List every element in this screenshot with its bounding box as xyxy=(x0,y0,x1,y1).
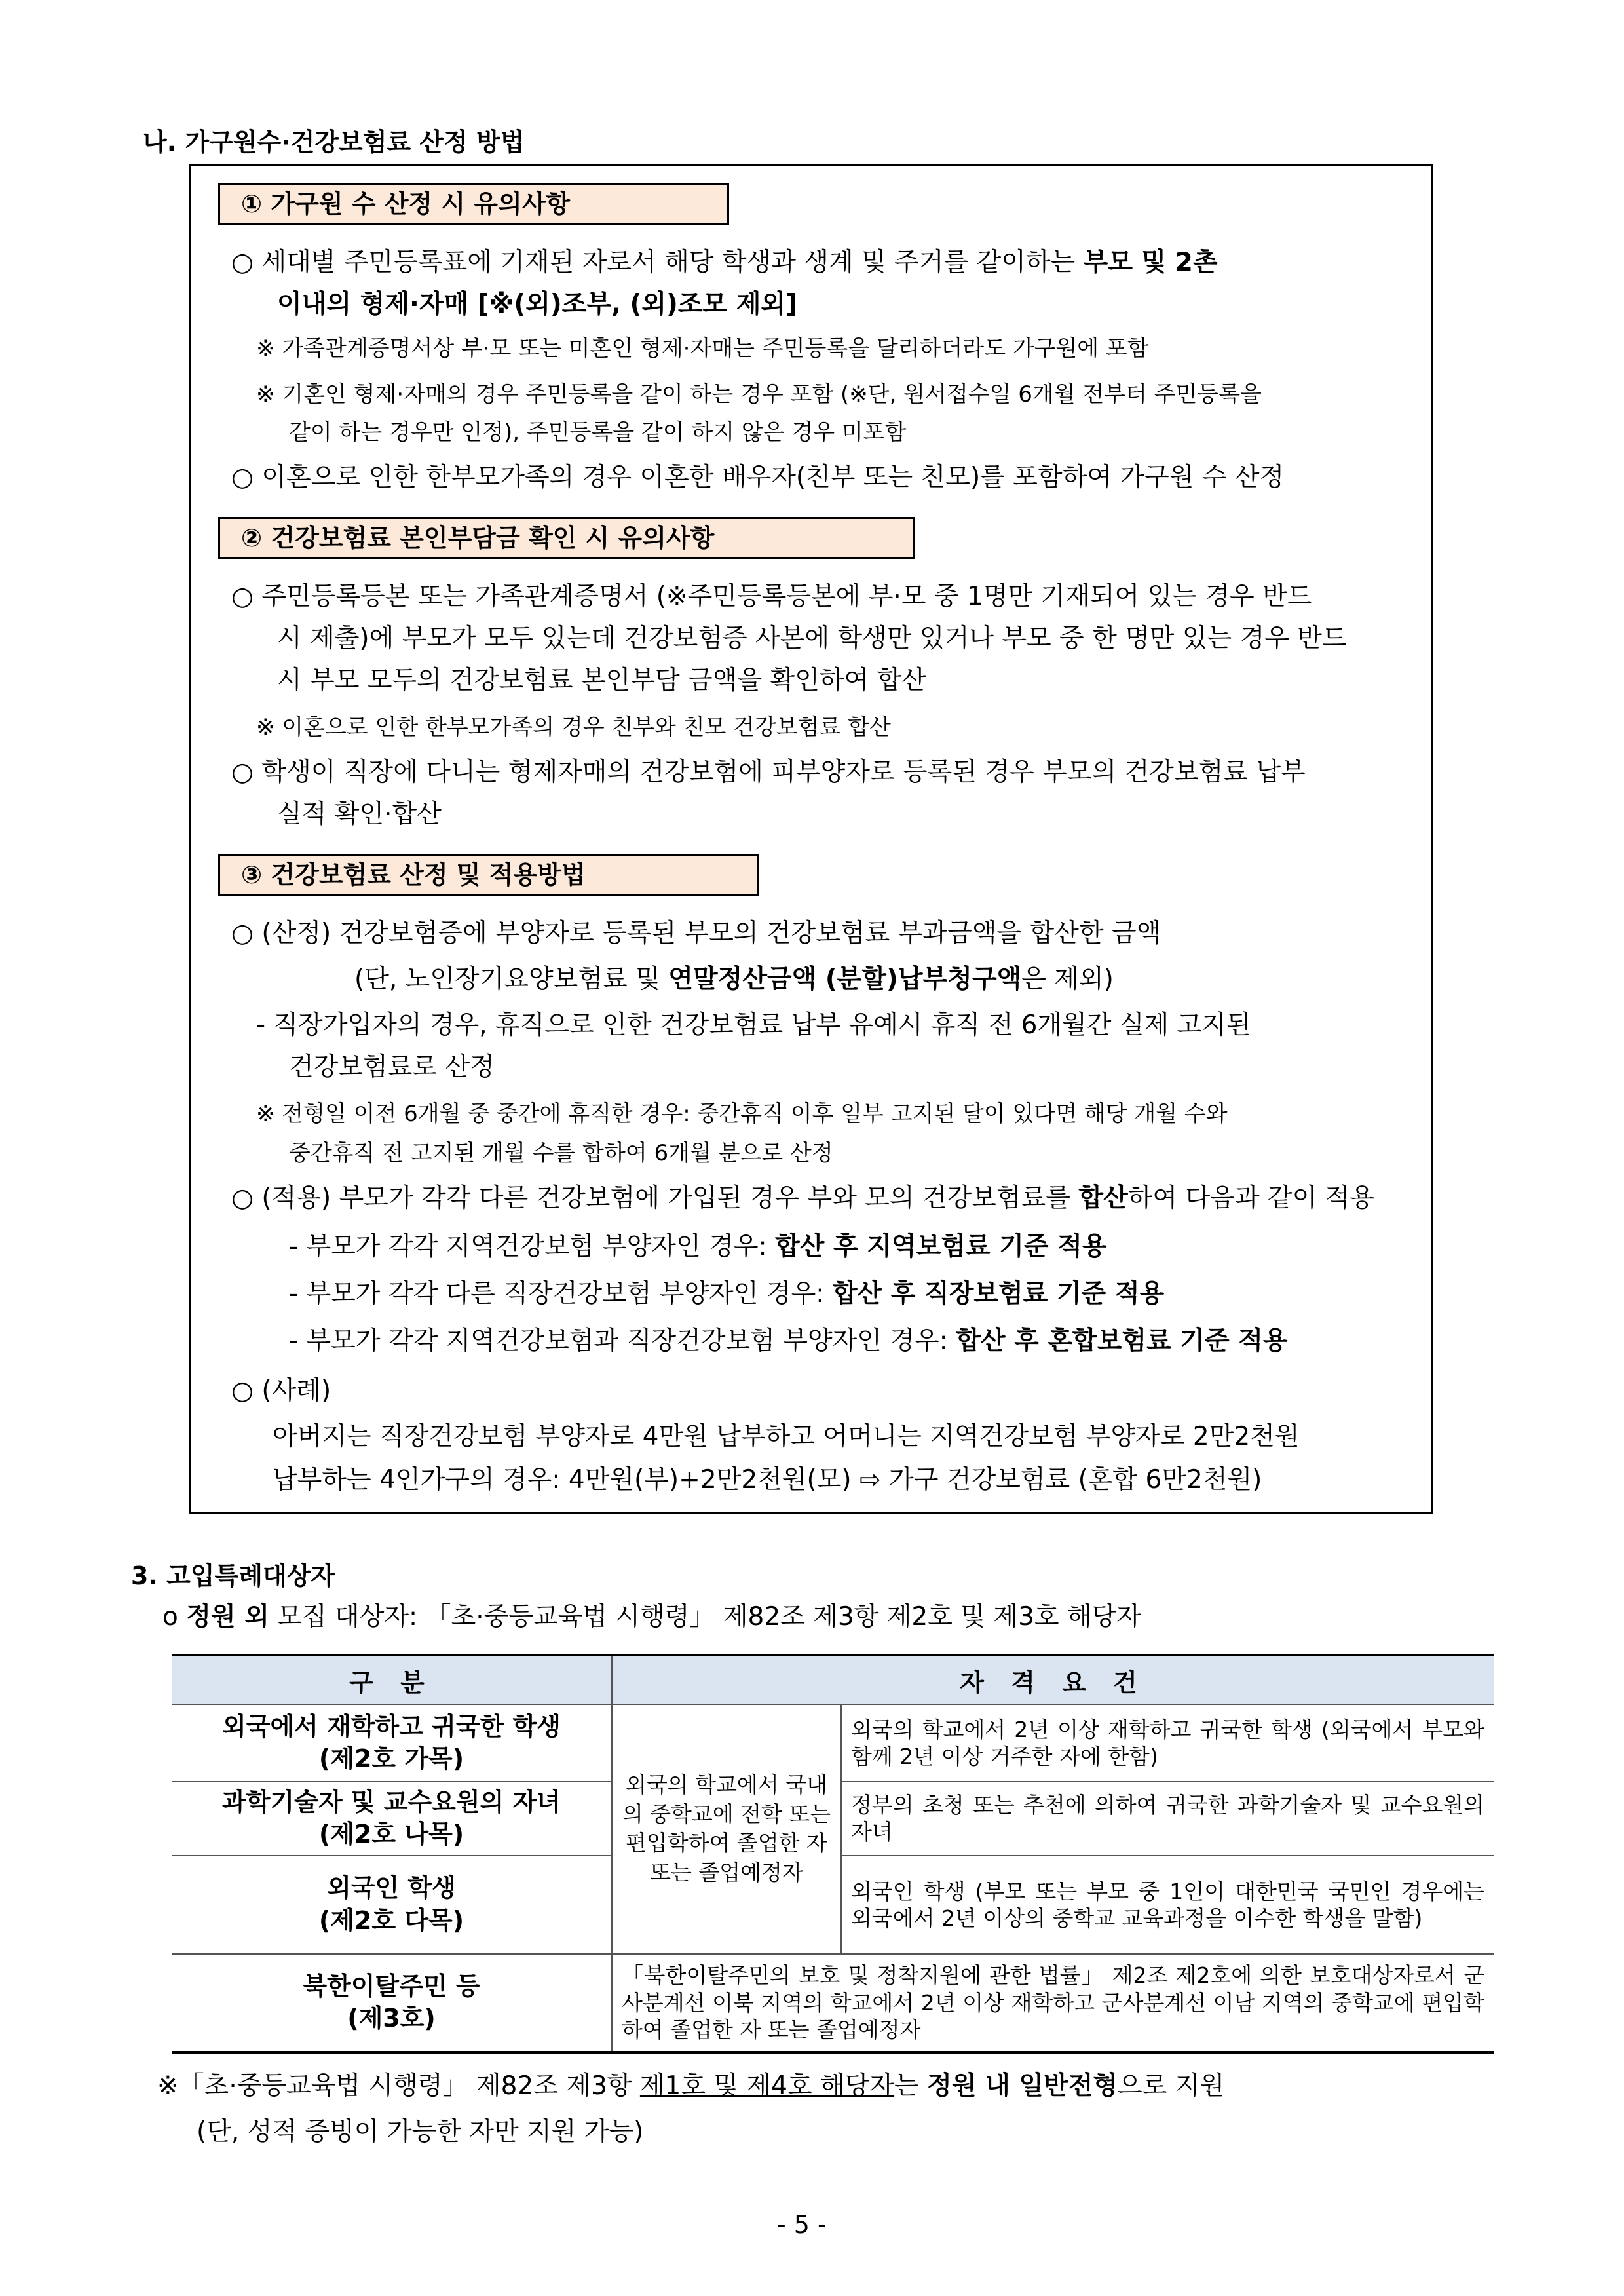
household-insurance-box xyxy=(189,164,1433,1514)
header-category: 구 분 xyxy=(172,1655,612,1704)
page-number: - 5 - xyxy=(777,2210,827,2239)
paragraph: 건강보험료로 산정 xyxy=(289,1052,495,1082)
paragraph: - 부모가 각각 다른 직장건강보험 부양자인 경우: 합산 후 직장보험료 기준 적용 xyxy=(289,1279,1165,1309)
table-row xyxy=(172,1704,1494,1782)
paragraph: ○ 학생이 직장에 다니는 형제자매의 건강보험에 피부양자로 등록된 경우 부모의 건강보험료 납부 xyxy=(231,757,1306,787)
paragraph: 시 부모 모두의 건강보험료 본인부담 금액을 확인하여 합산 xyxy=(277,666,926,695)
paragraph: ○ (산정) 건강보험증에 부양자로 등록된 부모의 건강보험료 부과금액을 합산한 금액 xyxy=(231,919,1161,948)
subheading-household-count: ① 가구원 수 산정 시 유의사항 xyxy=(218,183,729,225)
example: 아버지는 직장건강보험 부양자로 4만원 납부하고 어머니는 지역건강보험 부양자로 2만2천원 xyxy=(273,1422,1300,1451)
footnote: ※「초·중등교육법 시행령」 제82조 제3항 제1호 및 제4호 해당자는 정원 내 일반전형으로 지원 xyxy=(157,2071,1225,2101)
paragraph: - 부모가 각각 지역건강보험 부양자인 경우: 합산 후 지역보험료 기준 적용 xyxy=(289,1232,1107,1261)
note: ※ 전형일 이전 6개월 중 중간에 휴직한 경우: 중간휴직 이후 일부 고지된 달이 있다면 해당 개월 수와 xyxy=(256,1101,1228,1127)
requirement-cell: 「북한이탈주민의 보호 및 정착지원에 관한 법률」 제2조 제2호에 의한 보호대상자로서 군사분계선 이북 지역의 학교에서 2년 이상 재학하고 군사분계선 이남 지역의 중학교에 편입학하여 졸업한 자 또는 졸업예정자 xyxy=(612,1954,1494,2052)
eligibility-table xyxy=(172,1654,1494,2054)
requirement-cell: 외국인 학생 (부모 또는 부모 중 1인이 대한민국 국민인 경우에는 외국에서 2년 이상의 중학교 교육과정을 이수한 학생을 말함) xyxy=(841,1856,1494,1954)
section-title-na: 나. 가구원수·건강보험료 산정 방법 xyxy=(143,128,525,157)
paragraph: 실적 확인·합산 xyxy=(277,799,442,829)
header-requirements: 자 격 요 건 xyxy=(612,1655,1494,1704)
subheading-insurance-check: ② 건강보험료 본인부담금 확인 시 유의사항 xyxy=(218,517,915,559)
table-row xyxy=(172,1954,1494,2052)
requirement-cell: 외국의 학교에서 2년 이상 재학하고 귀국한 학생 (외국에서 부모와 함께 2년 이상 거주한 자에 한함) xyxy=(841,1704,1494,1782)
section3-intro: o 정원 외 모집 대상자: 「초·중등교육법 시행령」 제82조 제3항 제2호 및 제3호 해당자 xyxy=(162,1602,1141,1632)
note: ※ 이혼으로 인한 한부모가족의 경우 친부와 친모 건강보험료 합산 xyxy=(256,714,891,740)
paragraph: ○ 세대별 주민등록표에 기재된 자로서 해당 학생과 생계 및 주거를 같이하는 부모 및 2촌 xyxy=(231,248,1218,277)
paragraph: 시 제출)에 부모가 모두 있는데 건강보험증 사본에 학생만 있거나 부모 중 한 명만 있는 경우 반드 xyxy=(277,624,1347,653)
note: ※ 가족관계증명서상 부·모 또는 미혼인 형제·자매는 주민등록을 달리하더라도 가구원에 포함 xyxy=(256,335,1149,362)
section-title-3: 3. 고입특례대상자 xyxy=(131,1561,335,1590)
category-cell: 외국에서 재학하고 귀국한 학생 (제2호 가목) xyxy=(172,1704,612,1782)
note: ※ 기혼인 형제·자매의 경우 주민등록을 같이 하는 경우 포함 (※단, 원서접수일 6개월 전부터 주민등록을 xyxy=(256,381,1262,408)
paragraph-bold: 이내의 형제·자매 [※(외)조부, (외)조모 제외] xyxy=(277,290,797,319)
footnote-continued: (단, 성적 증빙이 가능한 자만 지원 가능) xyxy=(197,2117,644,2147)
paragraph: - 직장가입자의 경우, 휴직으로 인한 건강보험료 납부 유예시 휴직 전 6개월간 실제 고지된 xyxy=(256,1010,1251,1040)
paragraph: ○ 이혼으로 인한 한부모가족의 경우 이혼한 배우자(친부 또는 친모)를 포함하여 가구원 수 산정 xyxy=(231,463,1285,492)
category-cell: 북한이탈주민 등 (제3호) xyxy=(172,1954,612,2052)
table-header-row xyxy=(172,1655,1494,1704)
note: 중간휴직 전 고지된 개월 수를 합하여 6개월 분으로 산정 xyxy=(289,1140,833,1166)
category-cell: 외국인 학생 (제2호 다목) xyxy=(172,1856,612,1954)
paragraph: (단, 노인장기요양보험료 및 연말정산금액 (분할)납부청구액은 제외) xyxy=(354,965,1114,994)
requirement-cell: 정부의 초청 또는 추천에 의하여 귀국한 과학기술자 및 교수요원의 자녀 xyxy=(841,1782,1494,1856)
note: 같이 하는 경우만 인정), 주민등록을 같이 하지 않은 경우 미포함 xyxy=(289,419,907,446)
common-requirement-cell: 외국의 학교에서 국내의 중학교에 전학 또는 편입학하여 졸업한 자 또는 졸업예정자 xyxy=(612,1704,841,1954)
paragraph: - 부모가 각각 지역건강보험과 직장건강보험 부양자인 경우: 합산 후 혼합보험료 기준 적용 xyxy=(289,1326,1288,1356)
example: 납부하는 4인가구의 경우: 4만원(부)+2만2천원(모) ⇨ 가구 건강보험료 (혼합 6만2천원) xyxy=(273,1465,1262,1495)
subheading-insurance-calc: ③ 건강보험료 산정 및 적용방법 xyxy=(218,854,759,896)
paragraph: ○ (사례) xyxy=(231,1376,331,1406)
paragraph: ○ 주민등록등본 또는 가족관계증명서 (※주민등록등본에 부·모 중 1명만 기재되어 있는 경우 반드 xyxy=(231,582,1312,611)
category-cell: 과학기술자 및 교수요원의 자녀 (제2호 나목) xyxy=(172,1782,612,1856)
paragraph: ○ (적용) 부모가 각각 다른 건강보험에 가입된 경우 부와 모의 건강보험료를 합산하여 다음과 같이 적용 xyxy=(231,1183,1374,1213)
